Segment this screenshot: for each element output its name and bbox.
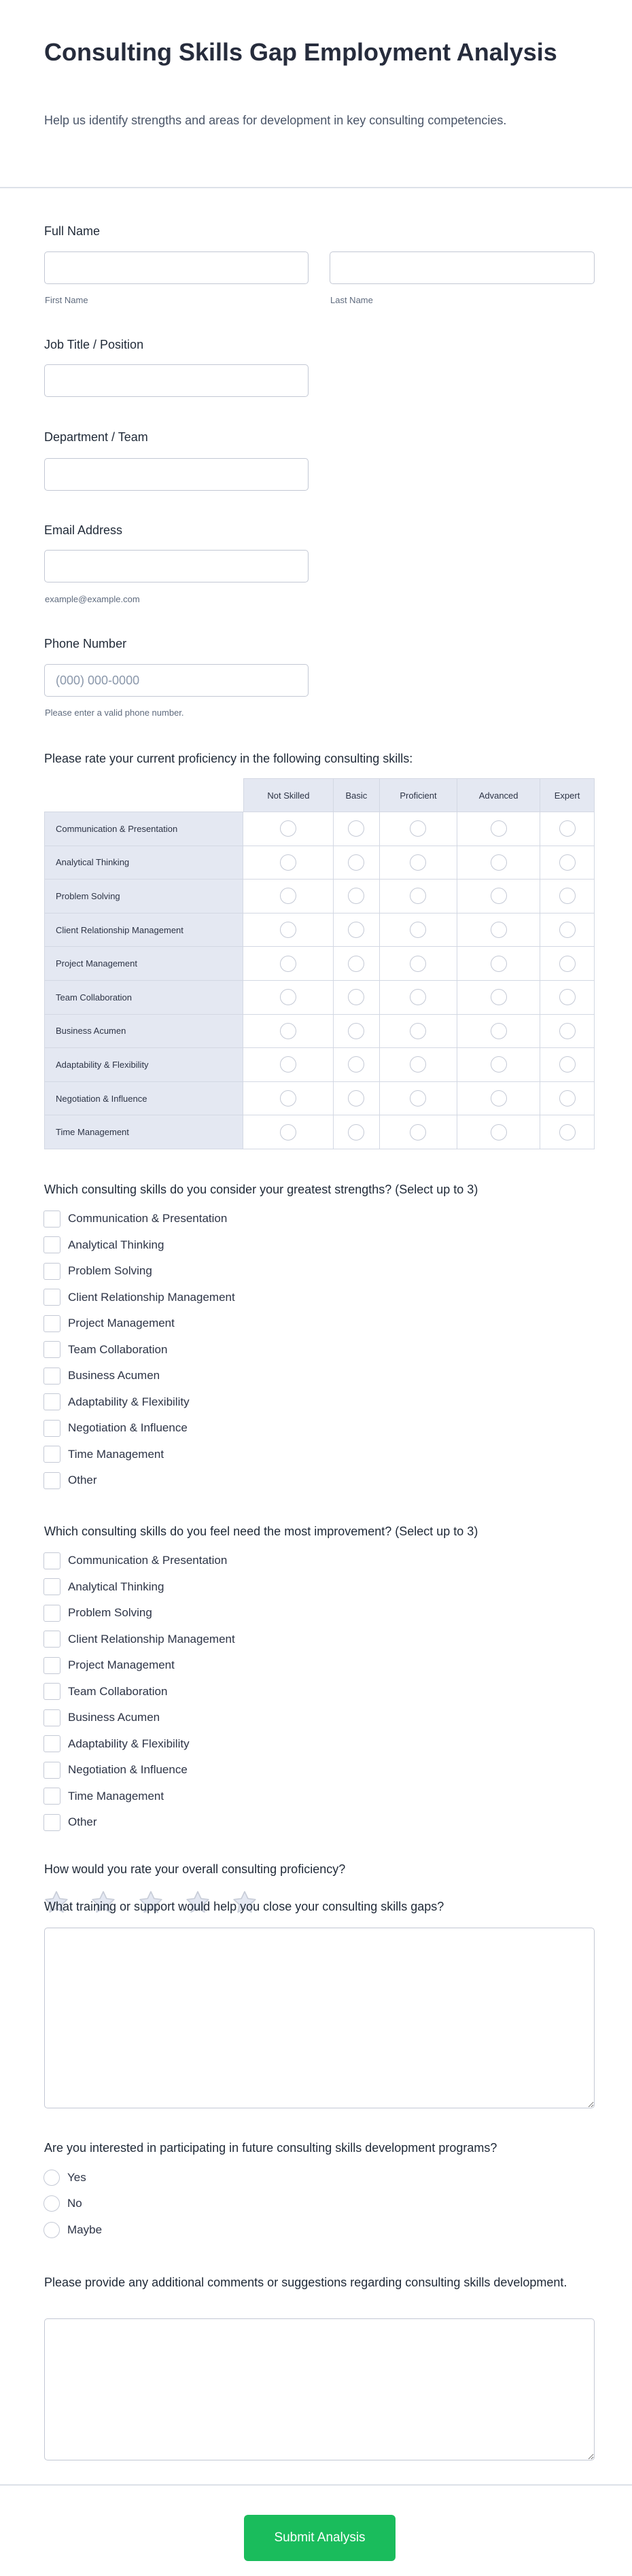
matrix-cell <box>380 981 457 1015</box>
checkbox[interactable] <box>43 1735 60 1752</box>
matrix-cell <box>380 913 457 947</box>
matrix-column-header: Advanced <box>457 778 540 812</box>
matrix-cell <box>380 880 457 913</box>
matrix-row-label: Project Management <box>44 947 243 981</box>
strengths-option[interactable] <box>43 1315 175 1331</box>
email-helper: example@example.com <box>45 594 140 604</box>
strengths-option[interactable] <box>43 1420 188 1436</box>
matrix-row <box>44 913 595 947</box>
matrix-radio[interactable] <box>559 854 576 871</box>
checkbox-label: Adaptability & Flexibility <box>68 1395 190 1408</box>
improvement-option[interactable] <box>43 1736 190 1752</box>
matrix-cell <box>380 1082 457 1116</box>
strengths-option[interactable] <box>43 1368 160 1384</box>
matrix-radio[interactable] <box>410 820 426 837</box>
matrix-cell <box>540 981 595 1015</box>
matrix-cell <box>334 947 380 981</box>
matrix-cell <box>457 1082 540 1116</box>
matrix-cell <box>334 1082 380 1116</box>
matrix-column-header: Basic <box>334 778 380 812</box>
matrix-cell <box>457 947 540 981</box>
checkbox[interactable] <box>43 1472 60 1489</box>
checkbox[interactable] <box>43 1578 60 1595</box>
matrix-cell <box>334 846 380 880</box>
matrix-radio[interactable] <box>348 1023 364 1039</box>
rating-question: How would you rate your overall consulting proficiency? <box>44 1862 346 1876</box>
phone-label: Phone Number <box>44 637 127 650</box>
matrix-radio[interactable] <box>410 922 426 938</box>
form-subtitle: Help us identify strengths and areas for development in key consulting competencies. <box>44 114 507 127</box>
improvement-option[interactable] <box>43 1762 188 1778</box>
matrix-cell <box>243 846 334 880</box>
radio-button[interactable] <box>43 2222 60 2238</box>
matrix-row <box>44 880 595 913</box>
matrix-radio[interactable] <box>491 956 507 972</box>
matrix-radio[interactable] <box>559 989 576 1005</box>
matrix-row <box>44 1115 595 1149</box>
matrix-cell <box>540 913 595 947</box>
matrix-row-label: Problem Solving <box>44 880 243 913</box>
strengths-question: Which consulting skills do you consider your greatest strengths? (Select up to 3) <box>44 1183 478 1196</box>
matrix-radio[interactable] <box>348 888 364 904</box>
strengths-option[interactable] <box>43 1211 227 1227</box>
matrix-radio[interactable] <box>410 989 426 1005</box>
matrix-radio[interactable] <box>348 922 364 938</box>
improvement-option[interactable] <box>43 1684 167 1700</box>
matrix-cell <box>540 1115 595 1149</box>
improvement-option[interactable] <box>43 1605 152 1621</box>
matrix-column-header: Expert <box>540 778 595 812</box>
strengths-option[interactable] <box>43 1342 167 1358</box>
interest-question: Are you interested in participating in future consulting skills development programs? <box>44 2141 497 2155</box>
matrix-cell <box>457 1048 540 1082</box>
checkbox-label: Time Management <box>68 1789 164 1803</box>
matrix-cell <box>380 846 457 880</box>
improvement-option[interactable] <box>43 1709 160 1726</box>
comments-textarea[interactable] <box>44 2318 595 2460</box>
matrix-radio[interactable] <box>348 1090 364 1107</box>
radio-label: No <box>67 2197 82 2210</box>
matrix-radio[interactable] <box>491 922 507 938</box>
checkbox-label: Team Collaboration <box>68 1342 168 1356</box>
matrix-radio[interactable] <box>348 854 364 871</box>
checkbox-label: Other <box>68 1815 97 1828</box>
checkbox[interactable] <box>43 1341 60 1358</box>
matrix-row <box>44 1082 595 1116</box>
matrix-radio[interactable] <box>410 1090 426 1107</box>
strengths-option[interactable] <box>43 1472 97 1489</box>
checkbox-label: Negotiation & Influence <box>68 1763 188 1776</box>
matrix-row-label: Client Relationship Management <box>44 913 243 947</box>
improvement-option[interactable] <box>43 1631 235 1648</box>
matrix-radio[interactable] <box>348 956 364 972</box>
matrix-cell <box>243 1015 334 1049</box>
matrix-row <box>44 947 595 981</box>
matrix-radio[interactable] <box>280 1023 296 1039</box>
matrix-radio[interactable] <box>491 1056 507 1073</box>
form-title: Consulting Skills Gap Employment Analysis <box>44 38 557 66</box>
matrix-radio[interactable] <box>280 854 296 871</box>
matrix-cell <box>243 913 334 947</box>
matrix-cell <box>380 1015 457 1049</box>
department-label: Department / Team <box>44 430 148 444</box>
matrix-radio[interactable] <box>280 1056 296 1073</box>
matrix-cell <box>457 846 540 880</box>
improvement-option[interactable] <box>43 1657 175 1673</box>
matrix-cell <box>243 812 334 846</box>
matrix-radio[interactable] <box>410 1124 426 1141</box>
matrix-radio[interactable] <box>559 888 576 904</box>
first-name-input[interactable] <box>44 251 309 284</box>
matrix-radio[interactable] <box>348 820 364 837</box>
radio-button[interactable] <box>43 2195 60 2212</box>
matrix-cell <box>380 1115 457 1149</box>
checkbox[interactable] <box>43 1236 60 1253</box>
matrix-radio[interactable] <box>280 820 296 837</box>
checkbox[interactable] <box>43 1605 60 1622</box>
matrix-row <box>44 846 595 880</box>
matrix-radio[interactable] <box>410 888 426 904</box>
matrix-radio[interactable] <box>559 956 576 972</box>
checkbox-label: Analytical Thinking <box>68 1580 164 1593</box>
matrix-cell <box>457 913 540 947</box>
matrix-cell <box>380 812 457 846</box>
matrix-cell <box>540 812 595 846</box>
checkbox-label: Problem Solving <box>68 1264 152 1277</box>
matrix-radio[interactable] <box>410 854 426 871</box>
matrix-corner <box>44 778 243 812</box>
matrix-row-label: Business Acumen <box>44 1015 243 1049</box>
matrix-radio[interactable] <box>410 1056 426 1073</box>
matrix-radio[interactable] <box>280 1090 296 1107</box>
checkbox-label: Team Collaboration <box>68 1684 168 1698</box>
checkbox-label: Business Acumen <box>68 1711 160 1724</box>
matrix-radio[interactable] <box>491 854 507 871</box>
phone-input[interactable] <box>44 664 309 697</box>
matrix-radio[interactable] <box>491 989 507 1005</box>
training-textarea[interactable] <box>44 1928 595 2108</box>
improvement-option[interactable] <box>43 1814 97 1830</box>
first-name-sublabel: First Name <box>45 295 88 305</box>
matrix-row <box>44 812 595 846</box>
checkbox[interactable] <box>43 1393 60 1410</box>
matrix-question: Please rate your current proficiency in the following consulting skills: <box>44 752 413 765</box>
checkbox-label: Analytical Thinking <box>68 1238 164 1251</box>
matrix-row <box>44 1015 595 1049</box>
strengths-option[interactable] <box>43 1237 164 1253</box>
matrix-cell <box>334 1015 380 1049</box>
matrix-radio[interactable] <box>491 1124 507 1141</box>
matrix-radio[interactable] <box>559 820 576 837</box>
matrix-cell <box>334 1048 380 1082</box>
footer-divider <box>0 2484 632 2486</box>
matrix-cell <box>243 981 334 1015</box>
checkbox[interactable] <box>43 1368 60 1385</box>
training-question: What training or support would help you close your consulting skills gaps? <box>44 1900 444 1913</box>
matrix-cell <box>243 947 334 981</box>
radio-label: Yes <box>67 2171 86 2184</box>
header-divider <box>0 187 632 188</box>
checkbox[interactable] <box>43 1631 60 1648</box>
checkbox-label: Project Management <box>68 1317 175 1329</box>
interest-option[interactable] <box>43 2222 102 2238</box>
matrix-radio[interactable] <box>348 989 364 1005</box>
improvement-question: Which consulting skills do you feel need the most improvement? (Select up to 3) <box>44 1525 478 1538</box>
email-label: Email Address <box>44 523 123 537</box>
matrix-cell <box>380 1048 457 1082</box>
checkbox-label: Client Relationship Management <box>68 1632 235 1646</box>
improvement-option[interactable] <box>43 1579 164 1595</box>
comments-question: Please provide any additional comments or suggestions regarding consulting skills development. <box>44 2276 567 2289</box>
matrix-row-label: Time Management <box>44 1115 243 1149</box>
strengths-option[interactable] <box>43 1446 164 1463</box>
job-title-input[interactable] <box>44 364 309 397</box>
matrix-radio[interactable] <box>559 1056 576 1073</box>
matrix-radio[interactable] <box>280 888 296 904</box>
checkbox[interactable] <box>43 1709 60 1726</box>
checkbox[interactable] <box>43 1788 60 1805</box>
matrix-column-header: Not Skilled <box>243 778 334 812</box>
checkbox-label: Client Relationship Management <box>68 1290 235 1304</box>
matrix-row <box>44 981 595 1015</box>
matrix-column-header: Proficient <box>380 778 457 812</box>
matrix-radio[interactable] <box>491 820 507 837</box>
matrix-cell <box>457 880 540 913</box>
matrix-row-label: Team Collaboration <box>44 981 243 1015</box>
improvement-option[interactable] <box>43 1552 227 1569</box>
matrix-cell <box>334 1115 380 1149</box>
matrix-radio[interactable] <box>348 1124 364 1141</box>
checkbox[interactable] <box>43 1814 60 1831</box>
matrix-cell <box>457 812 540 846</box>
matrix-radio[interactable] <box>559 1090 576 1107</box>
matrix-cell <box>334 913 380 947</box>
matrix-cell <box>243 1082 334 1116</box>
checkbox-label: Project Management <box>68 1658 175 1671</box>
checkbox-label: Communication & Presentation <box>68 1554 228 1567</box>
matrix-cell <box>540 846 595 880</box>
matrix-cell <box>334 880 380 913</box>
checkbox-label: Adaptability & Flexibility <box>68 1737 190 1750</box>
matrix-radio[interactable] <box>491 1023 507 1039</box>
matrix-cell <box>334 812 380 846</box>
checkbox[interactable] <box>43 1683 60 1700</box>
matrix-cell <box>334 981 380 1015</box>
checkbox[interactable] <box>43 1420 60 1437</box>
matrix-row-label: Adaptability & Flexibility <box>44 1048 243 1082</box>
checkbox-label: Problem Solving <box>68 1606 152 1619</box>
matrix-row-label: Negotiation & Influence <box>44 1082 243 1116</box>
matrix-cell <box>457 1115 540 1149</box>
matrix-cell <box>457 981 540 1015</box>
radio-button[interactable] <box>43 2170 60 2186</box>
improvement-option[interactable] <box>43 1788 164 1805</box>
matrix-cell <box>540 1048 595 1082</box>
matrix-radio[interactable] <box>559 922 576 938</box>
strengths-option[interactable] <box>43 1289 235 1306</box>
matrix-cell <box>540 947 595 981</box>
checkbox-label: Time Management <box>68 1447 164 1461</box>
checkbox-label: Other <box>68 1474 97 1486</box>
checkbox[interactable] <box>43 1446 60 1463</box>
matrix-radio[interactable] <box>559 1023 576 1039</box>
matrix-radio[interactable] <box>410 956 426 972</box>
matrix-row-label: Analytical Thinking <box>44 846 243 880</box>
strengths-option[interactable] <box>43 1394 190 1410</box>
matrix-radio[interactable] <box>410 1023 426 1039</box>
matrix-radio[interactable] <box>280 989 296 1005</box>
matrix-cell <box>243 1115 334 1149</box>
full-name-label: Full Name <box>44 224 101 238</box>
matrix-row <box>44 1048 595 1082</box>
matrix-radio[interactable] <box>491 1090 507 1107</box>
matrix-radio[interactable] <box>280 922 296 938</box>
matrix-row-label: Communication & Presentation <box>44 812 243 846</box>
matrix-cell <box>540 1015 595 1049</box>
strengths-option[interactable] <box>43 1263 152 1279</box>
interest-option[interactable] <box>43 2170 86 2186</box>
checkbox[interactable] <box>43 1762 60 1779</box>
matrix-cell <box>457 1015 540 1049</box>
matrix-cell <box>540 880 595 913</box>
proficiency-matrix <box>44 778 595 1149</box>
checkbox[interactable] <box>43 1263 60 1280</box>
matrix-radio[interactable] <box>559 1124 576 1141</box>
matrix-cell <box>540 1082 595 1116</box>
checkbox[interactable] <box>43 1315 60 1332</box>
email-input[interactable] <box>44 550 309 582</box>
checkbox[interactable] <box>43 1289 60 1306</box>
radio-label: Maybe <box>67 2223 103 2236</box>
last-name-sublabel: Last Name <box>330 295 373 305</box>
checkbox[interactable] <box>43 1211 60 1228</box>
matrix-cell <box>380 947 457 981</box>
checkbox[interactable] <box>43 1657 60 1674</box>
matrix-radio[interactable] <box>348 1056 364 1073</box>
checkbox[interactable] <box>43 1552 60 1569</box>
checkbox-label: Communication & Presentation <box>68 1212 228 1225</box>
last-name-input[interactable] <box>330 251 595 284</box>
checkbox-label: Negotiation & Influence <box>68 1421 188 1434</box>
matrix-cell <box>243 1048 334 1082</box>
matrix-radio[interactable] <box>491 888 507 904</box>
interest-option[interactable] <box>43 2195 82 2212</box>
matrix-radio[interactable] <box>280 1124 296 1141</box>
department-input[interactable] <box>44 458 309 491</box>
matrix-radio[interactable] <box>280 956 296 972</box>
job-title-label: Job Title / Position <box>44 338 144 351</box>
checkbox-label: Business Acumen <box>68 1369 160 1382</box>
phone-helper: Please enter a valid phone number. <box>45 708 184 718</box>
matrix-cell <box>243 880 334 913</box>
submit-button[interactable]: Submit Analysis <box>244 2515 396 2561</box>
